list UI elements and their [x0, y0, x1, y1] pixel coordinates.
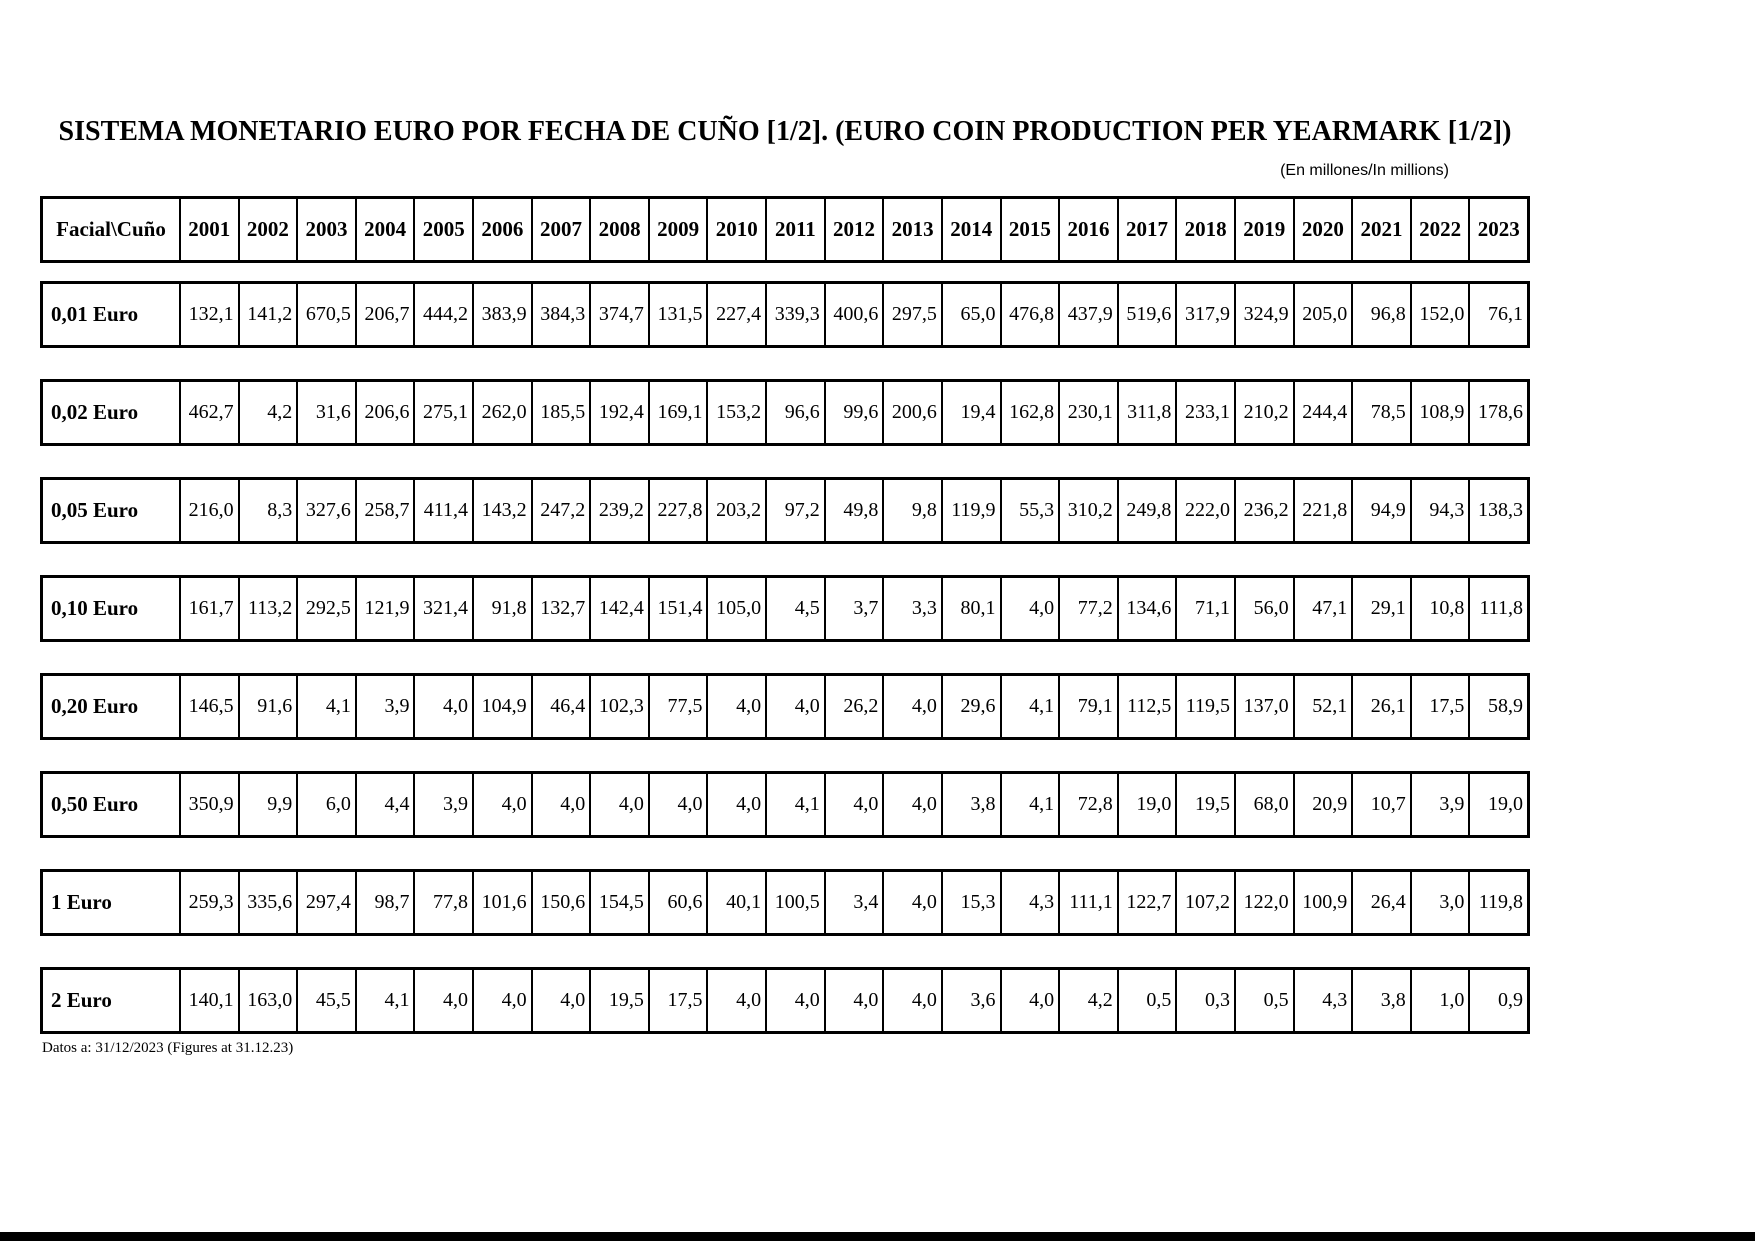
- value-cell: 339,3: [767, 284, 826, 345]
- value-cell: 4,0: [884, 970, 943, 1031]
- value-cell: 17,5: [650, 970, 709, 1031]
- value-cell: 122,7: [1119, 872, 1178, 933]
- value-cell: 4,4: [357, 774, 416, 835]
- value-cell: 141,2: [240, 284, 299, 345]
- table-rows: [40, 281, 1530, 1034]
- value-cell: 104,9: [474, 676, 533, 737]
- value-cell: 40,1: [708, 872, 767, 933]
- row-label: 0,50 Euro: [43, 774, 181, 835]
- value-cell: 4,0: [533, 970, 592, 1031]
- value-cell: 4,0: [533, 774, 592, 835]
- value-cell: 222,0: [1177, 480, 1236, 541]
- year-header-cell: 2013: [884, 199, 943, 260]
- value-cell: 259,3: [181, 872, 240, 933]
- row-label: 0,02 Euro: [43, 382, 181, 443]
- value-cell: 227,4: [708, 284, 767, 345]
- value-cell: 77,2: [1060, 578, 1119, 639]
- table-row: [40, 771, 1530, 838]
- coin-production-table: [40, 196, 1530, 1065]
- value-cell: 161,7: [181, 578, 240, 639]
- value-cell: 55,3: [1002, 480, 1061, 541]
- table-row: [40, 575, 1530, 642]
- value-cell: 152,0: [1412, 284, 1471, 345]
- row-label: 2 Euro: [43, 970, 181, 1031]
- value-cell: 4,5: [767, 578, 826, 639]
- value-cell: 4,0: [826, 970, 885, 1031]
- year-header-cell: 2011: [767, 199, 826, 260]
- value-cell: 192,4: [591, 382, 650, 443]
- value-cell: 4,0: [884, 774, 943, 835]
- value-cell: 444,2: [415, 284, 474, 345]
- year-header-cell: 2022: [1412, 199, 1471, 260]
- value-cell: 77,8: [415, 872, 474, 933]
- value-cell: 4,1: [767, 774, 826, 835]
- value-cell: 132,7: [533, 578, 592, 639]
- value-cell: 462,7: [181, 382, 240, 443]
- value-cell: 4,0: [650, 774, 709, 835]
- value-cell: 0,3: [1177, 970, 1236, 1031]
- value-cell: 98,7: [357, 872, 416, 933]
- value-cell: 4,3: [1295, 970, 1354, 1031]
- value-cell: 3,9: [357, 676, 416, 737]
- value-cell: 437,9: [1060, 284, 1119, 345]
- year-header-cell: 2010: [708, 199, 767, 260]
- value-cell: 4,0: [884, 676, 943, 737]
- table-header-row: [40, 196, 1530, 263]
- value-cell: 476,8: [1002, 284, 1061, 345]
- value-cell: 178,6: [1478, 401, 1524, 423]
- footnote: Datos a: 31/12/2023 (Figures at 31.12.23): [42, 1040, 294, 1056]
- row-label: 1 Euro: [43, 872, 181, 933]
- value-cell: 335,6: [240, 872, 299, 933]
- year-header-cell: 2015: [1002, 199, 1061, 260]
- value-cell: 19,5: [591, 970, 650, 1031]
- year-header-cell: 2017: [1119, 199, 1178, 260]
- value-cell: 113,2: [240, 578, 299, 639]
- value-cell: 96,8: [1353, 284, 1412, 345]
- value-cell: 52,1: [1295, 676, 1354, 737]
- value-cell: 140,1: [181, 970, 240, 1031]
- value-cell: 17,5: [1412, 676, 1471, 737]
- table-row: [40, 379, 1530, 446]
- value-cell: 310,2: [1060, 480, 1119, 541]
- value-cell: 77,5: [650, 676, 709, 737]
- value-cell: 154,5: [591, 872, 650, 933]
- value-cell: 100,9: [1295, 872, 1354, 933]
- value-cell: 19,0: [1488, 793, 1524, 815]
- value-cell: 112,5: [1119, 676, 1178, 737]
- value-cell: 19,5: [1177, 774, 1236, 835]
- value-cell: 60,6: [650, 872, 709, 933]
- year-header-cell: 2003: [298, 199, 357, 260]
- value-cell: 46,4: [533, 676, 592, 737]
- value-cell: 311,8: [1119, 382, 1178, 443]
- value-cell: 15,3: [943, 872, 1002, 933]
- value-cell: 670,5: [298, 284, 357, 345]
- value-cell: 142,4: [591, 578, 650, 639]
- year-header-cell: 2001: [181, 199, 240, 260]
- value-cell: 247,2: [533, 480, 592, 541]
- value-cell: 239,2: [591, 480, 650, 541]
- value-cell: 119,5: [1177, 676, 1236, 737]
- row-label: 0,20 Euro: [43, 676, 181, 737]
- value-cell: 10,8: [1412, 578, 1471, 639]
- value-cell: 3,9: [1412, 774, 1471, 835]
- value-cell: 105,0: [708, 578, 767, 639]
- value-cell: 71,1: [1177, 578, 1236, 639]
- value-cell: 3,6: [943, 970, 1002, 1031]
- value-cell: 65,0: [943, 284, 1002, 345]
- value-cell: 221,8: [1295, 480, 1354, 541]
- value-cell: 163,0: [240, 970, 299, 1031]
- value-cell: 137,0: [1236, 676, 1295, 737]
- value-cell: 3,7: [826, 578, 885, 639]
- year-header-cell: 2002: [240, 199, 299, 260]
- value-cell: 3,8: [943, 774, 1002, 835]
- value-cell: 101,6: [474, 872, 533, 933]
- value-cell: 4,1: [357, 970, 416, 1031]
- value-cell: 4,0: [708, 970, 767, 1031]
- value-cell: 10,7: [1353, 774, 1412, 835]
- value-cell: 146,5: [181, 676, 240, 737]
- year-header-cell: 2008: [591, 199, 650, 260]
- value-cell: 4,0: [1002, 578, 1061, 639]
- value-cell: 519,6: [1119, 284, 1178, 345]
- value-cell: 244,4: [1295, 382, 1354, 443]
- value-cell: 8,3: [240, 480, 299, 541]
- table-row: [40, 281, 1530, 348]
- value-cell: 91,8: [474, 578, 533, 639]
- year-header-cell: 2023: [1477, 217, 1520, 241]
- value-cell: 108,9: [1412, 382, 1471, 443]
- value-cell: 227,8: [650, 480, 709, 541]
- value-cell: 400,6: [826, 284, 885, 345]
- value-cell: 26,1: [1353, 676, 1412, 737]
- corner-header-cell: Facial\Cuño: [43, 199, 181, 260]
- value-cell: 107,2: [1177, 872, 1236, 933]
- value-cell: 45,5: [298, 970, 357, 1031]
- value-cell: 3,8: [1353, 970, 1412, 1031]
- year-header-cell: 2021: [1353, 199, 1412, 260]
- value-cell: 131,5: [650, 284, 709, 345]
- value-cell: 4,0: [474, 774, 533, 835]
- value-cell: 134,6: [1119, 578, 1178, 639]
- value-cell: 4,3: [1002, 872, 1061, 933]
- value-cell: 151,4: [650, 578, 709, 639]
- table-row: [40, 869, 1530, 936]
- year-header-cell: 2009: [650, 199, 709, 260]
- value-cell: 26,4: [1353, 872, 1412, 933]
- value-cell: 97,2: [767, 480, 826, 541]
- value-cell: 3,0: [1412, 872, 1471, 933]
- value-cell: 162,8: [1002, 382, 1061, 443]
- value-cell: 94,3: [1412, 480, 1471, 541]
- value-cell: 292,5: [298, 578, 357, 639]
- value-cell: 76,1: [1488, 303, 1524, 325]
- value-cell: 4,1: [1002, 774, 1061, 835]
- value-cell: 19,4: [943, 382, 1002, 443]
- value-cell: 374,7: [591, 284, 650, 345]
- value-cell: 321,4: [415, 578, 474, 639]
- value-cell: 262,0: [474, 382, 533, 443]
- value-cell: 4,2: [240, 382, 299, 443]
- value-cell: 119,9: [943, 480, 1002, 541]
- value-cell: 297,5: [884, 284, 943, 345]
- value-cell: 206,7: [357, 284, 416, 345]
- year-header-cell: 2005: [415, 199, 474, 260]
- value-cell: 102,3: [591, 676, 650, 737]
- year-header-cell: 2007: [533, 199, 592, 260]
- value-cell: 233,1: [1177, 382, 1236, 443]
- value-cell: 4,1: [1002, 676, 1061, 737]
- value-cell: 100,5: [767, 872, 826, 933]
- value-cell: 4,0: [415, 676, 474, 737]
- year-header-cell: 2004: [357, 199, 416, 260]
- value-cell: 3,4: [826, 872, 885, 933]
- value-cell: 47,1: [1295, 578, 1354, 639]
- value-cell: 31,6: [298, 382, 357, 443]
- table-row: [40, 967, 1530, 1034]
- value-cell: 4,0: [415, 970, 474, 1031]
- value-cell: 169,1: [650, 382, 709, 443]
- value-cell: 324,9: [1236, 284, 1295, 345]
- value-cell: 78,5: [1353, 382, 1412, 443]
- value-cell: 153,2: [708, 382, 767, 443]
- value-cell: 150,6: [533, 872, 592, 933]
- value-cell: 0,5: [1119, 970, 1178, 1031]
- value-cell: 4,0: [708, 774, 767, 835]
- value-cell: 111,8: [1479, 597, 1524, 619]
- value-cell: 383,9: [474, 284, 533, 345]
- value-cell: 143,2: [474, 480, 533, 541]
- value-cell: 72,8: [1060, 774, 1119, 835]
- value-cell: 111,1: [1060, 872, 1119, 933]
- value-cell: 138,3: [1478, 499, 1524, 521]
- value-cell: 206,6: [357, 382, 416, 443]
- value-cell: 4,0: [767, 676, 826, 737]
- table-row: [40, 673, 1530, 740]
- row-label: 0,01 Euro: [43, 284, 181, 345]
- value-cell: 26,2: [826, 676, 885, 737]
- value-cell: 258,7: [357, 480, 416, 541]
- value-cell: 210,2: [1236, 382, 1295, 443]
- value-cell: 230,1: [1060, 382, 1119, 443]
- value-cell: 249,8: [1119, 480, 1178, 541]
- value-cell: 91,6: [240, 676, 299, 737]
- value-cell: 4,0: [767, 970, 826, 1031]
- year-header-cell: 2014: [943, 199, 1002, 260]
- value-cell: 4,2: [1060, 970, 1119, 1031]
- page-title: SISTEMA MONETARIO EURO POR FECHA DE CUÑO [1/2]. (EURO COIN PRODUCTION PER YEARMARK [1/2]): [58, 116, 1512, 147]
- value-cell: 68,0: [1236, 774, 1295, 835]
- value-cell: 29,1: [1353, 578, 1412, 639]
- value-cell: 350,9: [181, 774, 240, 835]
- value-cell: 3,9: [415, 774, 474, 835]
- value-cell: 94,9: [1353, 480, 1412, 541]
- year-header-cell: 2006: [474, 199, 533, 260]
- value-cell: 9,8: [884, 480, 943, 541]
- value-cell: 3,3: [884, 578, 943, 639]
- value-cell: 4,0: [591, 774, 650, 835]
- value-cell: 4,0: [884, 872, 943, 933]
- value-cell: 0,5: [1236, 970, 1295, 1031]
- value-cell: 275,1: [415, 382, 474, 443]
- year-header-cell: 2012: [826, 199, 885, 260]
- value-cell: 99,6: [826, 382, 885, 443]
- row-label: 0,10 Euro: [43, 578, 181, 639]
- value-cell: 236,2: [1236, 480, 1295, 541]
- value-cell: 20,9: [1295, 774, 1354, 835]
- value-cell: 121,9: [357, 578, 416, 639]
- year-header-cell: 2018: [1177, 199, 1236, 260]
- value-cell: 4,1: [298, 676, 357, 737]
- value-cell: 0,9: [1498, 989, 1524, 1011]
- value-cell: 200,6: [884, 382, 943, 443]
- value-cell: 58,9: [1488, 695, 1524, 717]
- value-cell: 297,4: [298, 872, 357, 933]
- value-cell: 122,0: [1236, 872, 1295, 933]
- value-cell: 56,0: [1236, 578, 1295, 639]
- value-cell: 317,9: [1177, 284, 1236, 345]
- value-cell: 19,0: [1119, 774, 1178, 835]
- value-cell: 79,1: [1060, 676, 1119, 737]
- value-cell: 384,3: [533, 284, 592, 345]
- value-cell: 132,1: [181, 284, 240, 345]
- year-header-cell: 2019: [1236, 199, 1295, 260]
- value-cell: 216,0: [181, 480, 240, 541]
- value-cell: 80,1: [943, 578, 1002, 639]
- value-cell: 4,0: [1002, 970, 1061, 1031]
- value-cell: 6,0: [298, 774, 357, 835]
- value-cell: 185,5: [533, 382, 592, 443]
- value-cell: 4,0: [708, 676, 767, 737]
- year-header-cell: 2020: [1295, 199, 1354, 260]
- value-cell: 119,8: [1478, 891, 1524, 913]
- value-cell: 411,4: [415, 480, 474, 541]
- value-cell: 205,0: [1295, 284, 1354, 345]
- value-cell: 203,2: [708, 480, 767, 541]
- value-cell: 9,9: [240, 774, 299, 835]
- value-cell: 327,6: [298, 480, 357, 541]
- units-note: (En millones/In millions): [1280, 162, 1449, 179]
- value-cell: 4,0: [474, 970, 533, 1031]
- value-cell: 1,0: [1412, 970, 1471, 1031]
- bottom-bar: [0, 1232, 1755, 1241]
- value-cell: 29,6: [943, 676, 1002, 737]
- value-cell: 49,8: [826, 480, 885, 541]
- year-header-cell: 2016: [1060, 199, 1119, 260]
- value-cell: 4,0: [826, 774, 885, 835]
- value-cell: 96,6: [767, 382, 826, 443]
- row-label: 0,05 Euro: [43, 480, 181, 541]
- table-row: [40, 477, 1530, 544]
